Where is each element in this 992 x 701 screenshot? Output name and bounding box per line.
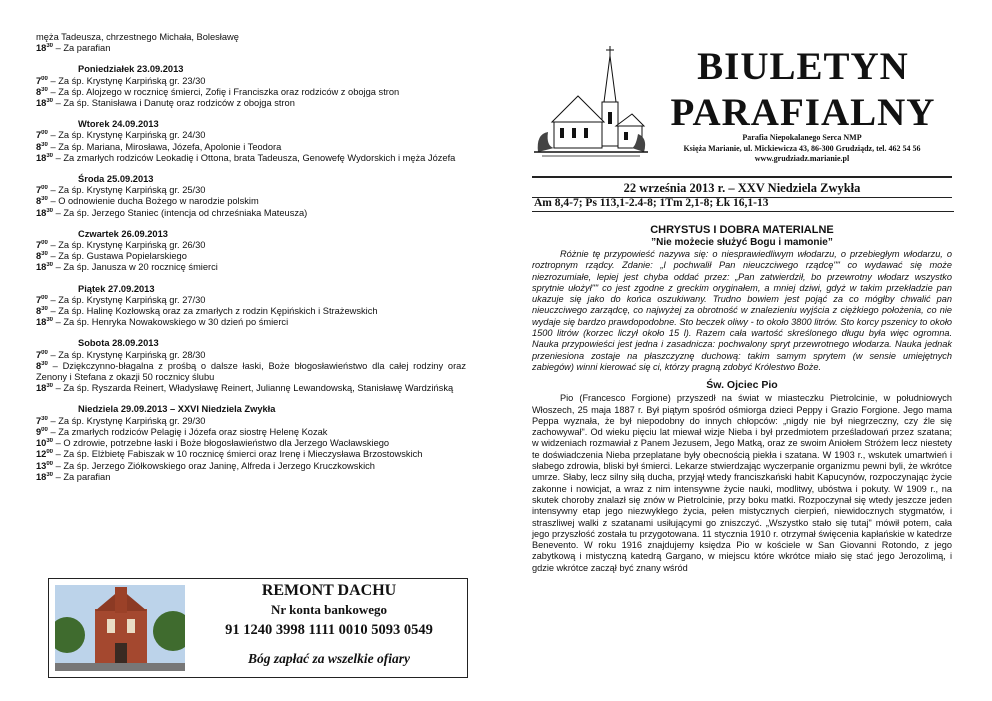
intention-text: – Za śp. Halinę Kozłowską oraz za zmarłych z rodzin Kępińskich i Strażewskich [47, 306, 378, 317]
intention-text: – Za parafian [53, 43, 111, 54]
intention-line [36, 208, 466, 219]
intention-text: – O zdrowie, potrzebne łaski i Boże błogosławieństwo dla Jerzego Wacławskiego [53, 438, 390, 449]
church-photo [55, 585, 185, 671]
day-heading: Piątek 27.09.2013 [78, 283, 155, 294]
church-logo [532, 42, 650, 172]
intention-time: $10^{30}$ [36, 438, 54, 449]
intention-line [36, 449, 466, 460]
intention-line [36, 43, 466, 54]
intention-time: $7^{30}$ [36, 415, 48, 426]
bank-account: 91 1240 3998 1111 0010 5093 0549 [225, 622, 433, 638]
articles [532, 224, 952, 574]
intention-text: – Za śp. Mariana, Mirosława, Józefa, Apolonie i Teodora [47, 141, 282, 152]
intention-text: – Za śp. Krystynę Karpińską gr. 24/30 [47, 130, 206, 141]
intention-time: $8^{30}$ [36, 306, 48, 317]
intention-time: $13^{00}$ [36, 460, 54, 471]
intention-line [36, 438, 466, 449]
intention-time: $18^{30}$ [36, 471, 54, 482]
intention-line [36, 76, 466, 87]
intention-text: – O odnowienie ducha Bożego w narodzie polskim [47, 196, 259, 207]
intention-line [36, 196, 466, 207]
intention-line [36, 130, 466, 141]
intention-text: – Dziękczynno-błagalna z prośbą o dalsze łaski, Boże błogosławieństwo dla całej rodziny oraz Zenony i Stefana z okazji 50 rocznicy ślubu [36, 360, 466, 383]
day-heading: Wtorek 24.09.2013 [78, 119, 159, 130]
intention-text: – Za śp. Krystynę Karpińską gr. 23/30 [47, 75, 206, 86]
intention-line [36, 142, 466, 153]
intention-time: $7^{00}$ [36, 240, 48, 251]
intention-time: $8^{30}$ [36, 86, 48, 97]
intention-time: $8^{30}$ [36, 196, 48, 207]
parish-address: Księża Marianie, ul. Mickiewicza 43, 86-300 Grudziądz, tel. 462 54 56 [683, 143, 921, 153]
intention-line [36, 153, 466, 164]
day-heading: Czwartek 26.09.2013 [78, 228, 168, 239]
intention-text: męża Tadeusza, chrzestnego Michała, Bolesławę [36, 32, 239, 42]
intention-line [36, 240, 466, 251]
intention-text: – Za śp. Jerzego Staniec (intencja od chrześniaka Mateusza) [53, 207, 308, 218]
day-heading: Niedziela 29.09.2013 – XXVI Niedziela Zwykła [78, 404, 276, 415]
intention-line [36, 98, 466, 109]
intention-line [36, 262, 466, 273]
intention-text: – Za parafian [53, 471, 111, 482]
intention-line [36, 295, 466, 306]
intention-time: $9^{00}$ [36, 426, 48, 437]
article-subtitle: ”Nie możecie służyć Bogu i mamonie” [651, 237, 833, 248]
article2-body: Pio (Francesco Forgione) przyszedł na świat w miasteczku Pietrolcinie, w południowych Włoszech, 25 maja 1887 r. Był piątym spośród ośmiorga dzieci Peppy i Grazio Forgione. Jego mama Peppa wyznała, że był niepodobny do innych chłopców: „nigdy nie był niegrzeczny, czy źle się zachowywał". Od wieku pięciu lat miewał wizje Nieba i był przedmiotem prześladowań przez szatana; w widzeniach rozmawiał z Panem Jezusem, Jego Matką, oraz ze swoim Aniołem Stróżem lecz niestety te doświadczenia Nieba przeplatane były obecnością piekła i szatana. W 1903 r., wskutek umartwień i słabego zdrowia, bliski był śmierci. Lekarze stwierdzając wyczerpanie organizmu pewni byli, że wkrótce umrze. Słaby, lecz silny siłą ducha, przyjął wtedy franciszkański habit Kapucynów, rozpoczynając życie zakonne i nowicjat, a wraz z nim intensywne życie nauki, modlitwy, ubóstwa i pokuty. W 1909 r., na skutek choroby znalazł się znów w Pietrolcinie, przy boku matki. Rozpoczynał się wtedy jeszcze jeden intensywny etap jego niezwykłego życia, pełen mistycznych cierpień, niewidocznych stygmatów, i straszliwej walki z szatanami usiłującymi go zniszczyć. „Wszystko stało się tutaj" mówił potem, cała jego przyszłość została tu przygotowana. 11 stycznia 1910 r. otrzymał święcenia kapłańskie w katedrze Benevento. W roku 1916 znajdujemy księdza Pio w kościele w San Giovanni Rotondo, z jego zabytkową i mistyczną katedrą Gargano, w miejscu które wkrótce miało się stać jego Jerozolimą, i gdzie wkrótce zaczął być znany wśród [532, 393, 952, 573]
intention-text: – Za śp. Gustawa Popielarskiego [47, 251, 187, 262]
box-subtitle: Nr konta bankowego [270, 602, 388, 617]
parish-info [654, 133, 950, 165]
intention-time: $18^{30}$ [36, 43, 54, 54]
intention-text: – Za śp. Jerzego Ziółkowskiego oraz Janinę, Alfreda i Jerzego Kruczkowskich [53, 460, 375, 471]
intention-time: $18^{30}$ [36, 98, 54, 109]
intention-time: $18^{30}$ [36, 207, 54, 218]
intention-line [36, 87, 466, 98]
intention-line [36, 251, 466, 262]
intention-time: $18^{30}$ [36, 317, 54, 328]
issue-date: 22 września 2013 r. – XXV Niedziela Zwykła [532, 176, 952, 198]
article2-title: Św. Ojciec Pio [706, 379, 778, 392]
intention-time: $7^{00}$ [36, 349, 48, 360]
intention-time: $18^{30}$ [36, 383, 54, 394]
intention-text: – Za śp. Krystynę Karpińską gr. 25/30 [47, 185, 206, 196]
intention-time: $7^{00}$ [36, 75, 48, 86]
intention-time: $7^{00}$ [36, 185, 48, 196]
intention-line [36, 350, 466, 361]
article-title: CHRYSTUS I DOBRA MATERIALNE [650, 224, 834, 236]
intention-text: – Za śp. Ryszarda Reinert, Władysławę Reinert, Juliannę Lewandowską, Stanisławę Wardzińską [53, 383, 454, 394]
intention-text: – Za śp. Krystynę Karpińską gr. 29/30 [47, 415, 206, 426]
intention-time: $8^{30}$ [36, 360, 48, 371]
intention-text: – Za śp. Janusza w 20 rocznicę śmierci [53, 262, 218, 273]
intention-text: – Za śp. Krystynę Karpińską gr. 28/30 [47, 349, 206, 360]
box-thanks: Bóg zapłać za wszelkie ofiary [248, 651, 410, 666]
intention-time: $8^{30}$ [36, 251, 48, 262]
parish-name: Parafia Niepokalanego Serca NMP [742, 133, 862, 142]
intention-line [36, 306, 466, 317]
intention-text: – Za zmarłych rodziców Pelagię i Józefa oraz siostrę Helenę Kozak [47, 426, 328, 437]
parish-website: www.grudziadz.marianie.pl [754, 154, 850, 163]
bulletin-title [658, 44, 948, 136]
title-line-1: BIULETYN [697, 45, 909, 88]
day-heading: Sobota 28.09.2013 [78, 338, 159, 349]
intention-time: $7^{00}$ [36, 294, 48, 305]
box-title: REMONT DACHU [261, 582, 397, 599]
intention-line [36, 185, 466, 196]
intention-line [36, 416, 466, 427]
day-heading: Poniedziałek 23.09.2013 [78, 64, 184, 75]
roof-repair-box [48, 578, 468, 678]
intention-text: – Za śp. Krystynę Karpińską gr. 27/30 [47, 294, 206, 305]
intention-line [36, 32, 466, 43]
intention-time: $7^{00}$ [36, 130, 48, 141]
intention-line [36, 361, 466, 383]
intention-time: $18^{30}$ [36, 152, 54, 163]
intention-time: $12^{00}$ [36, 449, 54, 460]
intention-text: – Za zmarłych rodziców Leokadię i Ottona, brata Tadeusza, Genowefę Wydorskich i męża Józefa [53, 152, 456, 163]
intention-time: $18^{30}$ [36, 262, 54, 273]
intention-line [36, 383, 466, 394]
intention-text: – Za śp. Stanisława i Danutę oraz rodziców z obojga stron [53, 98, 295, 109]
readings: Am 8,4-7; Ps 113,1-2.4-8; 1Tm 2,1-8; Łk 16,1-13 [532, 196, 954, 212]
day-heading: Środa 25.09.2013 [78, 174, 154, 185]
intention-text: – Za śp. Alojzego w rocznicę śmierci, Zofię i Franciszka oraz rodziców z obojga stron [47, 86, 400, 97]
intention-text: – Za śp. Henryka Nowakowskiego w 30 dzień po śmierci [53, 317, 289, 328]
intention-line [36, 461, 466, 472]
intention-line [36, 472, 466, 483]
intention-time: $8^{30}$ [36, 141, 48, 152]
intention-line [36, 427, 466, 438]
mass-intentions [36, 32, 466, 483]
intention-line [36, 317, 466, 328]
article-body: Różnie tę przypowieść nazywa się: o niesprawiedliwym włodarzu, o przebiegłym włodarzu, o roztropnym rządcy. Zdanie: „I pochwalił Pan nieuczciwego rządcę"" co wydawać się może niezrozumiałe, lepiej jest chyba oddać przez: „Pan zatwierdził, bo przewrotny włodarz wszystko sprytnie ułożył"" co jest zgodne z greckim oryginałem, a mniej dziwi, gdyż w takim przekładzie pan ukazuje się jako do końca oszukiwany. Trudno bowiem jest pojąć za co mógłby chwalić pan nieuczciwego zarządcę, co najwyżej za obrotność w znalezieniu wyjścia z ciężkiego położenia, co nie wydaje się bardzo prawdopodobne. Sto beczek oliwy - to około 3800 litrów. Sto korcy pszenicy to około 1500 litrów (korzec liczył około 15 l). Razem cała wartość skreślonego długu była więc ogromna. Nauka przypowieści jest jedna i zasadnicza: pochwalony spryt przewrotnego włodarza. Nauka jednak przeniesiona zostaje na płaszczyznę duchową: takim samym sprytem (w sensie umiejętnych zabiegów) winni kierować się ci, którzy pragną zdobyć Królestwo Boże. [532, 249, 952, 372]
intention-text: – Za śp. Krystynę Karpińską gr. 26/30 [47, 240, 206, 251]
title-line-2: PARAFIALNY [670, 91, 936, 134]
intention-text: – Za śp. Elżbietę Fabiszak w 10 rocznicę śmierci oraz Irenę i Mieczysława Brzostowskich [53, 449, 423, 460]
